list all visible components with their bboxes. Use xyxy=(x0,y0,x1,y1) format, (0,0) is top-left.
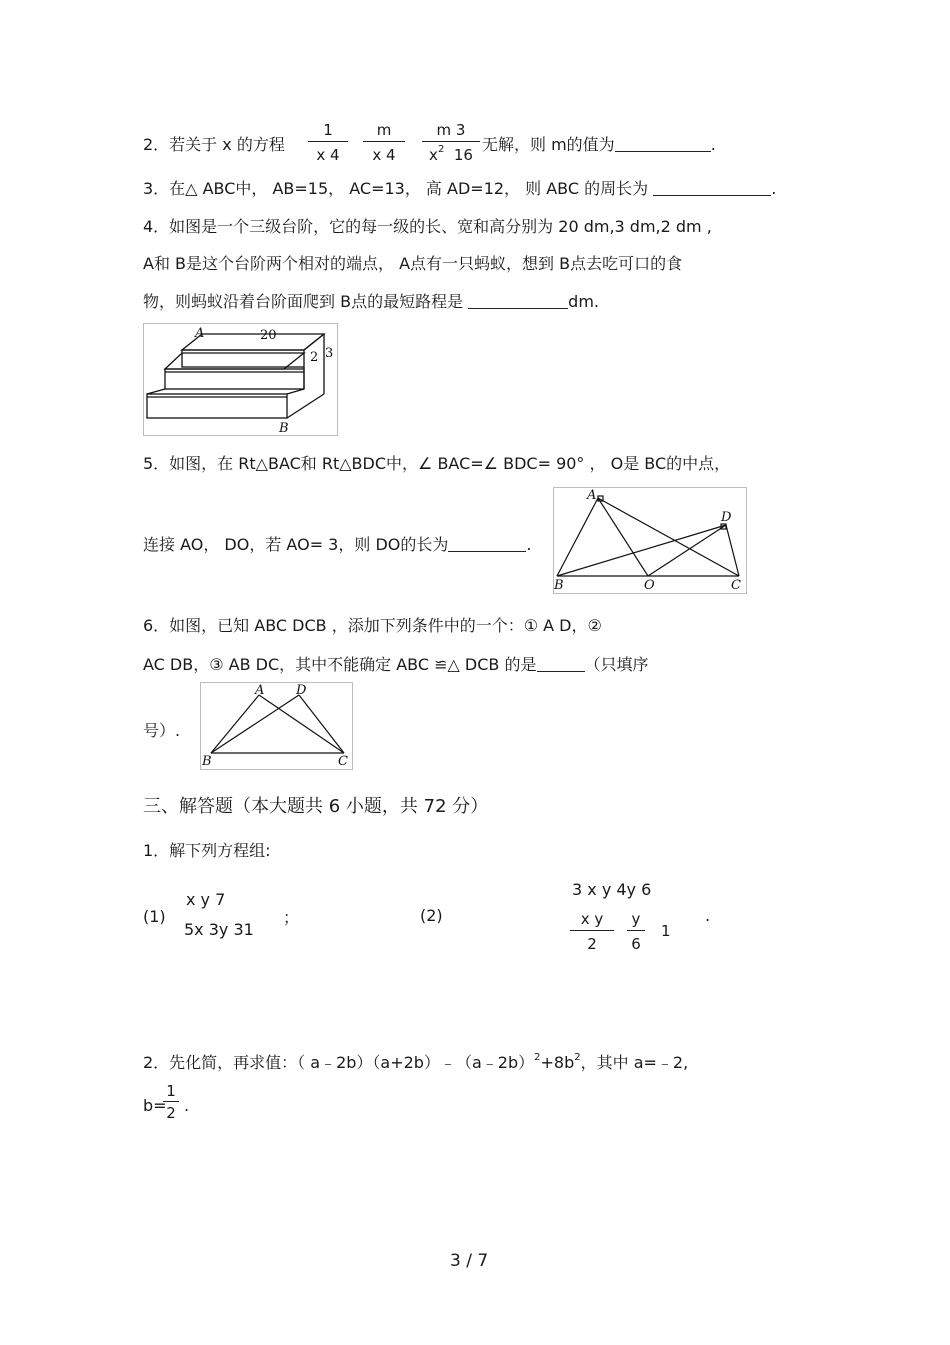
label-c: C xyxy=(338,754,348,769)
system-1-end: ； xyxy=(283,908,300,927)
label-d: D xyxy=(296,683,307,698)
label-a: A xyxy=(255,683,265,698)
q2-suffix: 无解，则 m的值为 . xyxy=(482,135,716,154)
page-number: 3 / 7 xyxy=(450,1251,489,1271)
fraction-denominator: x 4 xyxy=(316,146,340,164)
section-heading: 三、解答题（本大题共 6 小题，共 72 分） xyxy=(143,796,489,817)
q5-line-2: 连接 AO， DO，若 AO= 3，则 DO的长为 . xyxy=(143,535,532,554)
answer-blank[interactable] xyxy=(468,292,568,309)
fraction-numerator: 1 xyxy=(166,1082,176,1100)
fraction-denominator: 2 xyxy=(587,935,597,953)
overlapping-triangles-diagram xyxy=(201,683,352,769)
answer-blank[interactable] xyxy=(448,535,526,552)
label-b: B xyxy=(279,421,289,435)
fraction-denominator: $x^2$ 16 xyxy=(429,144,473,164)
triangles-figure-q5 xyxy=(553,487,747,594)
q6-line-3: 号）. xyxy=(143,721,181,740)
system-1-label: (1) xyxy=(143,907,166,926)
label-width: 3 xyxy=(325,346,334,361)
fraction-numerator: m 3 xyxy=(436,121,466,139)
q4-line-3: 物，则蚂蚁沿着台阶面爬到 B点的最短路程是 dm. xyxy=(143,292,599,311)
fraction-denominator: 2 xyxy=(166,1104,176,1122)
label-b: B xyxy=(554,578,564,593)
fraction-numerator: m xyxy=(376,121,392,139)
system-1-eq2: 5x 3y 31 xyxy=(184,920,254,939)
problem-2-b-prefix: b= xyxy=(143,1096,167,1115)
system-2-label: (2) xyxy=(420,906,443,925)
label-length: 20 xyxy=(260,328,277,343)
label-b: B xyxy=(202,754,212,769)
fraction-numerator: 1 xyxy=(323,121,333,139)
fraction-denominator: x 4 xyxy=(372,146,396,164)
label-a: A xyxy=(587,488,597,503)
staircase-figure xyxy=(143,323,338,436)
q4-line-1: 4．如图是一个三级台阶，它的每一级的长、宽和高分别为 20 dm,3 dm,2 dm , xyxy=(143,217,712,236)
q2-prefix: 2．若关于 x 的方程 xyxy=(143,135,285,154)
fraction-denominator: 6 xyxy=(631,935,641,953)
system-2-end: . xyxy=(705,906,711,925)
triangles-figure-q6 xyxy=(200,682,353,770)
system-2-eq1: 3 x y 4y 6 xyxy=(572,880,652,899)
staircase-diagram xyxy=(144,324,337,435)
problem-2-line-1: 2．先化简，再求值：（ $a﹣2b)(a+2b)﹣(a﹣2b)^2+8b^2$，其中 a=﹣2, xyxy=(143,1052,689,1072)
right-triangles-diagram xyxy=(554,488,746,593)
q6-line-1: 6．如图，已知 ABC DCB ，添加下列条件中的一个：① A D，② xyxy=(143,616,602,635)
answer-blank[interactable] xyxy=(615,135,711,152)
fraction-numerator: x y xyxy=(580,910,604,928)
problem-2-b-end: . xyxy=(184,1096,190,1115)
problem-1-title: 1．解下列方程组: xyxy=(143,841,271,860)
label-a: A xyxy=(195,326,205,341)
answer-blank[interactable] xyxy=(653,179,771,196)
q6-line-2: AC DB，③ AB DC，其中不能确定 ABC ≌△ DCB 的是 （只填序 xyxy=(143,655,649,674)
fraction-numerator: y xyxy=(631,910,641,928)
label-d: D xyxy=(721,510,732,525)
label-o: O xyxy=(644,578,655,593)
answer-blank[interactable] xyxy=(537,655,585,672)
q4-line-2: A和 B是这个台阶两个相对的端点， A点有一只蚂蚁，想到 B点去吃可口的食 xyxy=(143,254,683,273)
system-1-eq1: x y 7 xyxy=(186,890,226,909)
label-height: 2 xyxy=(310,350,319,365)
label-c: C xyxy=(731,578,741,593)
q5-line-1: 5．如图，在 Rt△BAC和 Rt△BDC中，∠ BAC=∠ BDC= 90° ， O是 BC的中点， xyxy=(143,454,731,473)
q3-text: 3．在△ ABC中， AB=15， AC=13， 高 AD=12， 则 ABC 的周长为 . xyxy=(143,179,777,198)
system-2-rhs: 1 xyxy=(661,922,671,940)
